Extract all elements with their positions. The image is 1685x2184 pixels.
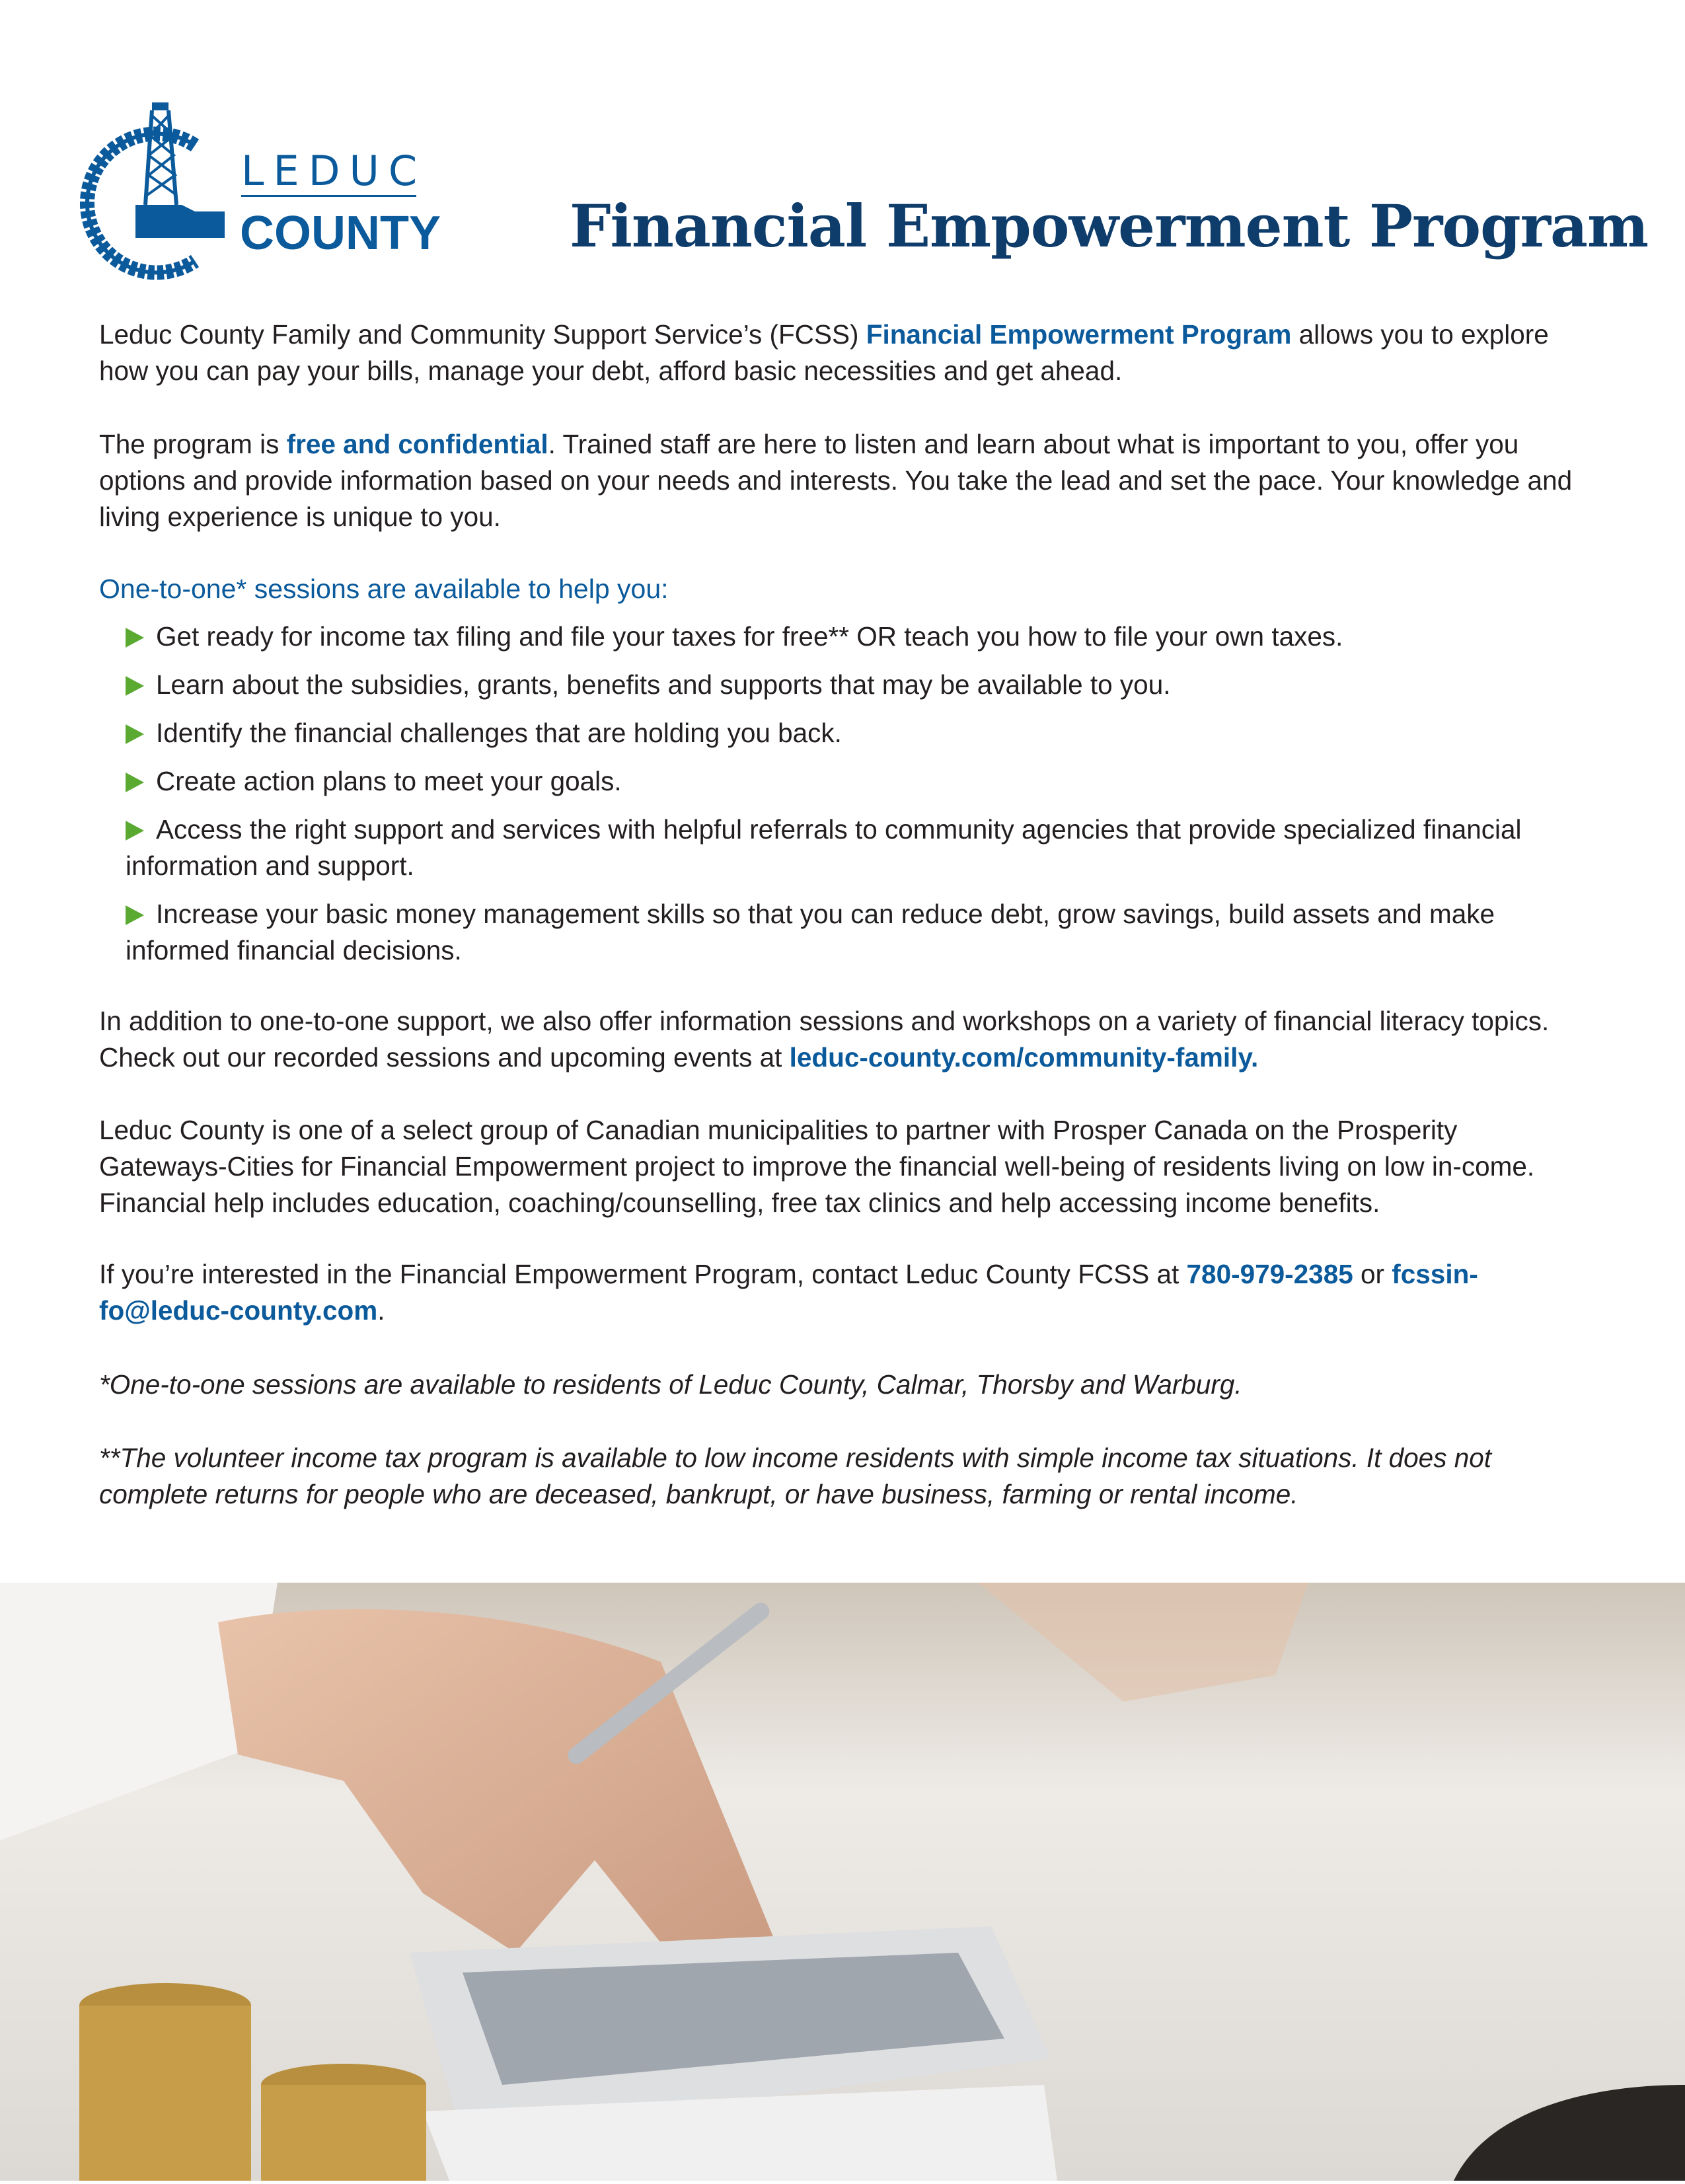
- triangle-bullet-icon: [126, 724, 144, 744]
- program-text: The program is: [99, 429, 287, 459]
- intro-text-end: allows you to explore how you can pay your bills, manage your debt, afford basic necessities and get ahead.: [99, 319, 1549, 386]
- program-name-highlight: Financial Empowerment Program: [866, 319, 1292, 350]
- list-item: Create action plans to meet your goals.: [99, 763, 1592, 800]
- footnote-one-to-one: *One-to-one sessions are available to residents of Leduc County, Calmar, Thorsby and Warburg.: [99, 1369, 1242, 1400]
- triangle-bullet-icon: [126, 628, 144, 648]
- page-title: Financial Empowerment Program: [570, 192, 1649, 260]
- phone-link[interactable]: 780-979-2385: [1186, 1259, 1353, 1289]
- program-text-end: . Trained staff are here to listen and learn about what is important to you, offer you options and provide information based on your needs and interests. You take the lead and set the pace. Your knowledge and living experience is unique to you.: [99, 429, 1573, 532]
- leduc-county-logo: [96, 96, 441, 278]
- triangle-bullet-icon: [126, 821, 144, 841]
- logo-leduc: LEDUC: [241, 147, 427, 195]
- triangle-bullet-icon: [126, 905, 144, 925]
- list-item: Identify the financial challenges that are holding you back.: [99, 715, 1592, 751]
- triangle-bullet-icon: [126, 772, 144, 792]
- logo-county: COUNTY: [240, 207, 441, 260]
- intro-text: Leduc County Family and Community Support Service’s (FCSS): [99, 319, 866, 350]
- footnote-tax-program: **The volunteer income tax program is available to low income residents with simple income tax situations. It does not complete returns for people who are deceased, bankrupt, or have business, farming or rental income.: [99, 1443, 1492, 1509]
- triangle-bullet-icon: [126, 676, 144, 696]
- free-confidential-highlight: free and confidential: [286, 429, 548, 459]
- list-item: Learn about the subsidies, grants, benefits and supports that may be available to you.: [99, 667, 1592, 703]
- intro-paragraph: [99, 317, 1592, 389]
- community-family-link[interactable]: leduc-county.com/community-family.: [789, 1042, 1259, 1073]
- email-link[interactable]: fcssin-fo@leduc-county.com: [99, 1259, 1478, 1326]
- sessions-heading: One-to-one* sessions are available to help you:: [99, 574, 669, 604]
- calculator-hand-photo: [0, 1583, 1685, 2181]
- contact-paragraph: If you’re interested in the Financial Empowerment Program, contact Leduc County FCSS at 780-979-2385 or fcssin-fo@leduc-county.com.: [99, 1259, 1478, 1326]
- bullet-list: [99, 619, 1592, 969]
- workshops-paragraph: In addition to one-to-one support, we also offer information sessions and workshops on a variety of financial literacy topics. Check out our recorded sessions and upcoming events at leduc-county.com/community-family.: [99, 1006, 1550, 1073]
- list-item: Access the right support and services with helpful referrals to community agencies that provide specialized financial information and support.: [126, 814, 1522, 881]
- program-paragraph: [99, 426, 1592, 535]
- list-item: Increase your basic money management skills so that you can reduce debt, grow savings, build assets and make informed financial decisions.: [126, 899, 1495, 965]
- partnership-paragraph: Leduc County is one of a select group of Canadian municipalities to partner with Prosper Canada on the Prosperity Gateways-Cities for Financial Empowerment project to improve the financial well-being of residents living on low in-come. Financial help includes education, coaching/counselling, free tax clinics and help accessing income benefits.: [99, 1115, 1535, 1218]
- list-item: Get ready for income tax filing and file your taxes for free** OR teach you how to file your own taxes.: [99, 619, 1592, 655]
